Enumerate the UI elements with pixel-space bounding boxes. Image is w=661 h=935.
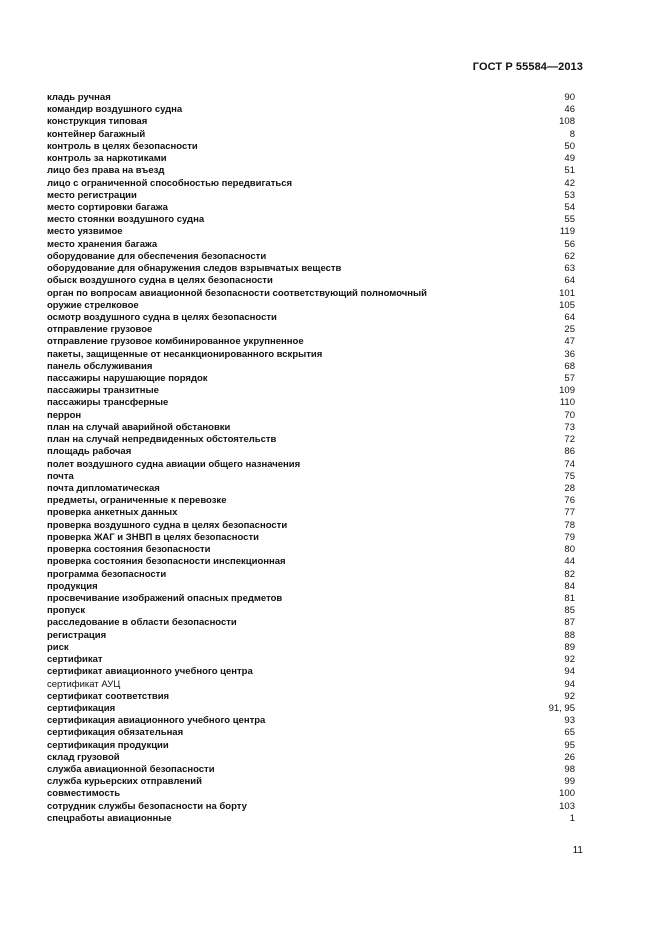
index-reference: 64 — [564, 275, 575, 287]
index-reference: 63 — [564, 263, 575, 275]
page-number: 11 — [572, 845, 583, 856]
index-term: место стоянки воздушного судна — [47, 214, 205, 226]
index-term: проверка состояния безопасности инспекционная — [47, 556, 286, 568]
index-entry — [47, 740, 575, 752]
index-reference: 79 — [564, 531, 575, 543]
index-term: контроль в целях безопасности — [47, 140, 198, 152]
index-term: сотрудник службы безопасности на борту — [47, 800, 247, 812]
index-entry — [47, 104, 575, 116]
index-term: план на случай непредвиденных обстоятельств — [47, 434, 277, 446]
index-entry — [47, 410, 575, 422]
index-reference: 105 — [559, 299, 575, 311]
index-term: просвечивание изображений опасных предметов — [47, 592, 283, 604]
index-term: продукция — [47, 580, 98, 592]
index-term: лицо с ограниченной способностью передвигаться — [47, 177, 293, 189]
index-term: регистрация — [47, 629, 107, 641]
index-reference: 72 — [564, 434, 575, 446]
index-entry — [47, 385, 575, 397]
index-entry — [47, 691, 575, 703]
index-term: сертификат АУЦ — [47, 678, 121, 690]
index-term: пропуск — [47, 605, 86, 617]
index-reference: 92 — [564, 690, 575, 702]
index-entry — [47, 776, 575, 788]
index-reference: 1 — [569, 812, 575, 824]
index-term: проверка состояния безопасности — [47, 544, 211, 556]
index-reference: 88 — [564, 629, 575, 641]
index-term: склад грузовой — [47, 751, 120, 763]
index-reference: 81 — [564, 592, 575, 604]
index-term: оборудование для обнаружения следов взрывчатых веществ — [47, 263, 342, 275]
index-reference: 8 — [569, 128, 575, 140]
index-term: почта дипломатическая — [47, 483, 160, 494]
index-entry — [47, 813, 575, 825]
index-entry — [47, 801, 575, 813]
index-entry — [47, 165, 575, 177]
index-reference: 103 — [559, 800, 575, 812]
index-reference: 51 — [564, 165, 575, 177]
index-reference: 54 — [564, 201, 575, 213]
index-entry — [47, 679, 575, 691]
index-term: командир воздушного судна — [47, 104, 183, 116]
index-reference: 95 — [564, 739, 575, 751]
index-term: спецработы авиационные — [47, 812, 172, 824]
index-entry — [47, 239, 575, 251]
index-reference: 53 — [564, 189, 575, 201]
index-term: оборудование для обеспечения безопасности — [47, 250, 267, 262]
index-term: сертификат — [47, 654, 103, 666]
index-reference: 78 — [564, 519, 575, 531]
index-reference: 82 — [564, 568, 575, 580]
index-term: кладь ручная — [47, 92, 111, 103]
index-entry — [47, 532, 575, 544]
index-term: сертификация авиационного учебного центра — [47, 715, 266, 727]
index-term: обыск воздушного судна в целях безопасности — [47, 275, 273, 287]
index-term: оружие стрелковое — [47, 299, 139, 311]
index-reference: 70 — [564, 409, 575, 421]
index-entry — [47, 617, 575, 629]
index-term: площадь рабочая — [47, 446, 132, 458]
index-reference: 89 — [564, 641, 575, 653]
index-entry — [47, 605, 575, 617]
index-term: полет воздушного судна авиации общего назначения — [47, 458, 301, 470]
index-term: служба курьерских отправлений — [47, 776, 202, 788]
index-reference: 26 — [564, 751, 575, 763]
index-entry — [47, 288, 575, 300]
index-term: сертификация — [47, 702, 116, 714]
index-reference: 49 — [564, 153, 575, 165]
index-term: служба авиационной безопасности — [47, 764, 215, 776]
index-entry — [47, 752, 575, 764]
index-reference: 65 — [564, 727, 575, 739]
index-reference: 94 — [564, 678, 575, 690]
index-term: панель обслуживания — [47, 360, 153, 372]
index-entry — [47, 300, 575, 312]
index-term: программа безопасности — [47, 568, 167, 580]
index-entry — [47, 788, 575, 800]
index-reference: 28 — [564, 483, 575, 494]
index-entry — [47, 92, 575, 104]
index-entry — [47, 153, 575, 165]
index-entry — [47, 312, 575, 324]
index-entry — [47, 581, 575, 593]
index-entry — [47, 630, 575, 642]
index-term: конструкция типовая — [47, 116, 148, 128]
index-reference: 87 — [564, 617, 575, 629]
index-reference: 91, 95 — [548, 702, 575, 714]
index-entry — [47, 422, 575, 434]
index-term: почта — [47, 470, 74, 482]
index-term: пакеты, защищенные от несанкционированного вскрытия — [47, 348, 323, 360]
index-reference: 84 — [564, 580, 575, 592]
index-entry — [47, 642, 575, 654]
index-term: контроль за наркотиками — [47, 153, 167, 165]
alphabetical-index — [47, 92, 575, 825]
index-reference: 74 — [564, 458, 575, 470]
index-reference: 100 — [559, 788, 575, 800]
index-reference: 46 — [564, 104, 575, 116]
index-entry — [47, 275, 575, 287]
index-entry — [47, 507, 575, 519]
index-term: план на случай аварийной обстановки — [47, 421, 231, 433]
index-reference: 99 — [564, 776, 575, 788]
index-entry — [47, 495, 575, 507]
index-term: совместимость — [47, 788, 121, 800]
index-term: отправление грузовое комбинированное укрупненное — [47, 336, 304, 348]
index-reference: 64 — [564, 311, 575, 323]
index-term: сертификация обязательная — [47, 727, 184, 739]
index-reference: 92 — [564, 654, 575, 666]
document-header: ГОСТ Р 55584—2013 — [472, 61, 583, 73]
index-reference: 68 — [564, 360, 575, 372]
index-term: пассажиры транзитные — [47, 385, 159, 397]
index-reference: 94 — [564, 666, 575, 678]
index-term: место регистрации — [47, 189, 137, 201]
index-entry — [47, 202, 575, 214]
index-entry — [47, 483, 575, 495]
index-reference: 50 — [564, 140, 575, 152]
index-reference: 77 — [564, 507, 575, 519]
index-reference: 44 — [564, 556, 575, 568]
index-term: проверка анкетных данных — [47, 507, 178, 519]
index-reference: 86 — [564, 446, 575, 458]
index-reference: 109 — [559, 385, 575, 397]
index-term: лицо без права на въезд — [47, 165, 165, 177]
index-term: сертификация продукции — [47, 739, 169, 751]
index-entry — [47, 349, 575, 361]
index-entry — [47, 654, 575, 666]
index-reference: 57 — [564, 373, 575, 385]
index-term: риск — [47, 641, 69, 653]
index-entry — [47, 569, 575, 581]
index-entry — [47, 471, 575, 483]
index-term: перрон — [47, 409, 82, 421]
index-term: пассажиры трансферные — [47, 397, 169, 409]
index-entry — [47, 544, 575, 556]
index-term: предметы, ограниченные к перевозке — [47, 495, 227, 507]
index-reference: 56 — [564, 238, 575, 250]
index-entry — [47, 520, 575, 532]
index-term: проверка ЖАГ и ЗНВП в целях безопасности — [47, 531, 259, 543]
index-reference: 93 — [564, 715, 575, 727]
index-entry — [47, 251, 575, 263]
index-term: место хранения багажа — [47, 238, 158, 250]
index-reference: 119 — [559, 226, 575, 238]
index-reference: 55 — [564, 214, 575, 226]
index-reference: 90 — [564, 92, 575, 103]
index-entry — [47, 593, 575, 605]
index-entry — [47, 190, 575, 202]
index-entry — [47, 715, 575, 727]
index-term: осмотр воздушного судна в целях безопасности — [47, 311, 277, 323]
index-entry — [47, 361, 575, 373]
index-entry — [47, 336, 575, 348]
index-reference: 62 — [564, 250, 575, 262]
index-entry — [47, 434, 575, 446]
index-term: отправление грузовое — [47, 324, 153, 336]
index-reference: 76 — [564, 495, 575, 507]
index-entry — [47, 263, 575, 275]
index-entry — [47, 373, 575, 385]
index-reference: 25 — [564, 324, 575, 336]
index-term: место уязвимое — [47, 226, 123, 238]
index-term: орган по вопросам авиационной безопасности соответствующий полномочный — [47, 287, 427, 299]
index-reference: 85 — [564, 605, 575, 617]
index-entry — [47, 141, 575, 153]
index-entry — [47, 214, 575, 226]
index-reference: 98 — [564, 764, 575, 776]
index-entry — [47, 178, 575, 190]
index-entry — [47, 764, 575, 776]
index-entry — [47, 727, 575, 739]
index-term: место сортировки багажа — [47, 201, 168, 213]
index-entry — [47, 129, 575, 141]
index-reference: 73 — [564, 421, 575, 433]
index-entry — [47, 556, 575, 568]
index-reference: 75 — [564, 470, 575, 482]
index-reference: 47 — [564, 336, 575, 348]
index-entry — [47, 397, 575, 409]
index-entry — [47, 324, 575, 336]
index-term: контейнер багажный — [47, 128, 146, 140]
index-entry — [47, 116, 575, 128]
index-reference: 36 — [564, 348, 575, 360]
index-term: расследование в области безопасности — [47, 617, 237, 629]
index-entry — [47, 703, 575, 715]
index-reference: 101 — [559, 287, 575, 299]
index-reference: 110 — [559, 397, 575, 409]
index-entry — [47, 666, 575, 678]
index-entry — [47, 446, 575, 458]
index-entry — [47, 226, 575, 238]
index-term: проверка воздушного судна в целях безопасности — [47, 519, 288, 531]
index-reference: 108 — [559, 116, 575, 128]
index-reference: 80 — [564, 544, 575, 556]
index-entry — [47, 459, 575, 471]
index-term: пассажиры нарушающие порядок — [47, 373, 208, 385]
index-reference: 42 — [564, 177, 575, 189]
index-term: сертификат соответствия — [47, 690, 170, 702]
index-term: сертификат авиационного учебного центра — [47, 666, 253, 678]
